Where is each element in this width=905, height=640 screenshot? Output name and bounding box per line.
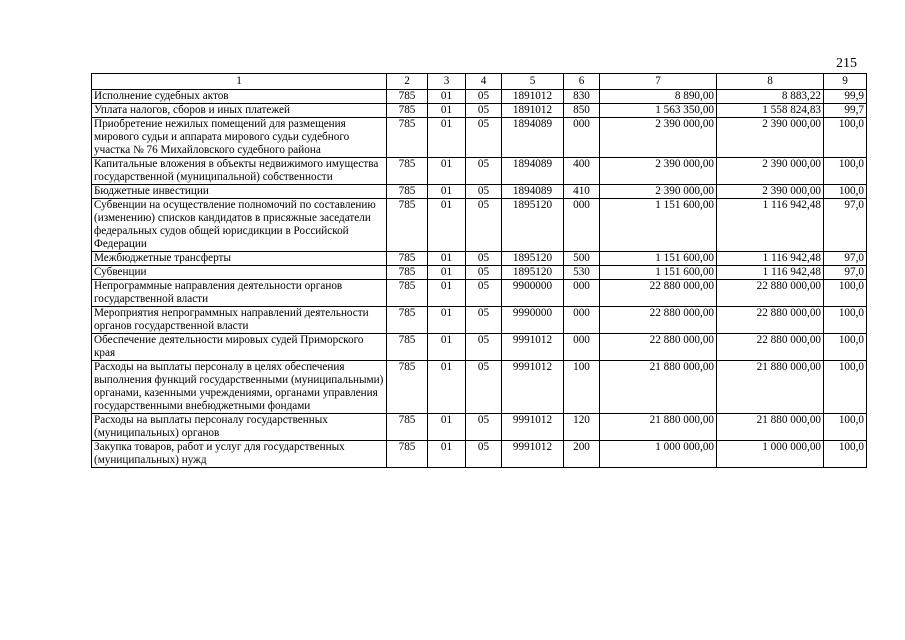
- cell-value-8: 22 880 000,00: [717, 334, 824, 361]
- cell-value-9: 100,0: [824, 118, 867, 158]
- cell-value-7: 1 151 600,00: [600, 266, 717, 280]
- cell-code-2: 785: [387, 185, 428, 199]
- cell-code-6: 100: [564, 361, 600, 414]
- column-header: 2: [387, 74, 428, 90]
- cell-value-8: 1 116 942,48: [717, 252, 824, 266]
- cell-code-6: 850: [564, 104, 600, 118]
- cell-code-5: 9900000: [502, 280, 564, 307]
- cell-value-9: 97,0: [824, 266, 867, 280]
- cell-name: Уплата налогов, сборов и иных платежей: [92, 104, 387, 118]
- cell-code-3: 01: [428, 414, 466, 441]
- cell-value-7: 22 880 000,00: [600, 334, 717, 361]
- cell-code-5: 9991012: [502, 414, 564, 441]
- table-row: [92, 104, 867, 118]
- table-row: [92, 280, 867, 307]
- cell-code-4: 05: [466, 361, 502, 414]
- cell-value-8: 1 116 942,48: [717, 266, 824, 280]
- cell-value-9: 100,0: [824, 334, 867, 361]
- cell-code-6: 000: [564, 280, 600, 307]
- column-header: 8: [717, 74, 824, 90]
- cell-value-8: 1 000 000,00: [717, 441, 824, 468]
- cell-code-2: 785: [387, 158, 428, 185]
- cell-value-8: 21 880 000,00: [717, 361, 824, 414]
- cell-code-6: 120: [564, 414, 600, 441]
- cell-name: Исполнение судебных актов: [92, 90, 387, 104]
- cell-value-7: 21 880 000,00: [600, 361, 717, 414]
- table-body: [92, 90, 867, 468]
- cell-code-3: 01: [428, 104, 466, 118]
- cell-value-8: 8 883,22: [717, 90, 824, 104]
- cell-value-8: 1 116 942,48: [717, 199, 824, 252]
- cell-name: Мероприятия непрограммных направлений деятельности органов государственной власти: [92, 307, 387, 334]
- cell-code-4: 05: [466, 280, 502, 307]
- cell-value-9: 100,0: [824, 280, 867, 307]
- cell-value-7: 22 880 000,00: [600, 280, 717, 307]
- cell-value-7: 21 880 000,00: [600, 414, 717, 441]
- cell-code-6: 830: [564, 90, 600, 104]
- column-header: 9: [824, 74, 867, 90]
- cell-code-4: 05: [466, 90, 502, 104]
- table-row: [92, 414, 867, 441]
- column-header: 3: [428, 74, 466, 90]
- cell-code-3: 01: [428, 441, 466, 468]
- table-row: [92, 158, 867, 185]
- cell-code-2: 785: [387, 266, 428, 280]
- cell-value-9: 100,0: [824, 414, 867, 441]
- cell-value-9: 100,0: [824, 185, 867, 199]
- cell-value-9: 99,9: [824, 90, 867, 104]
- cell-value-7: 2 390 000,00: [600, 158, 717, 185]
- cell-code-3: 01: [428, 199, 466, 252]
- cell-code-5: 9991012: [502, 361, 564, 414]
- cell-code-6: 500: [564, 252, 600, 266]
- column-header: 6: [564, 74, 600, 90]
- cell-code-4: 05: [466, 266, 502, 280]
- cell-code-4: 05: [466, 441, 502, 468]
- cell-value-7: 1 563 350,00: [600, 104, 717, 118]
- cell-value-9: 100,0: [824, 158, 867, 185]
- cell-code-2: 785: [387, 441, 428, 468]
- cell-code-6: 200: [564, 441, 600, 468]
- table-row: [92, 441, 867, 468]
- cell-code-2: 785: [387, 280, 428, 307]
- cell-code-3: 01: [428, 158, 466, 185]
- cell-value-9: 97,0: [824, 199, 867, 252]
- cell-code-4: 05: [466, 118, 502, 158]
- table-row: [92, 199, 867, 252]
- cell-code-3: 01: [428, 361, 466, 414]
- cell-code-2: 785: [387, 361, 428, 414]
- cell-name: Обеспечение деятельности мировых судей Приморского края: [92, 334, 387, 361]
- cell-code-4: 05: [466, 104, 502, 118]
- table-row: [92, 90, 867, 104]
- cell-code-5: 9990000: [502, 307, 564, 334]
- cell-code-2: 785: [387, 307, 428, 334]
- table-row: [92, 334, 867, 361]
- cell-code-2: 785: [387, 252, 428, 266]
- cell-code-4: 05: [466, 158, 502, 185]
- cell-code-3: 01: [428, 266, 466, 280]
- cell-code-6: 000: [564, 307, 600, 334]
- cell-name: Расходы на выплаты персоналу в целях обеспечения выполнения функций государственными (муниципальными) органами, казенными учреждениями, органами управления государственными внебюджетными фондами: [92, 361, 387, 414]
- cell-code-2: 785: [387, 90, 428, 104]
- table-row: [92, 185, 867, 199]
- table-row: [92, 118, 867, 158]
- cell-name: Субвенции на осуществление полномочий по составлению (изменению) списков кандидатов в присяжные заседатели федеральных судов общей юрисдикции в Российской Федерации: [92, 199, 387, 252]
- cell-value-7: 2 390 000,00: [600, 185, 717, 199]
- cell-code-5: 1895120: [502, 266, 564, 280]
- cell-value-9: 97,0: [824, 252, 867, 266]
- cell-code-3: 01: [428, 252, 466, 266]
- cell-code-5: 9991012: [502, 441, 564, 468]
- cell-name: Капитальные вложения в объекты недвижимого имущества государственной (муниципальной) собственности: [92, 158, 387, 185]
- cell-value-9: 100,0: [824, 441, 867, 468]
- cell-value-8: 22 880 000,00: [717, 307, 824, 334]
- cell-value-8: 2 390 000,00: [717, 158, 824, 185]
- cell-code-4: 05: [466, 414, 502, 441]
- cell-code-3: 01: [428, 307, 466, 334]
- cell-name: Бюджетные инвестиции: [92, 185, 387, 199]
- cell-value-8: 2 390 000,00: [717, 118, 824, 158]
- cell-code-5: 1894089: [502, 118, 564, 158]
- column-header: 4: [466, 74, 502, 90]
- cell-code-5: 1895120: [502, 252, 564, 266]
- cell-value-7: 8 890,00: [600, 90, 717, 104]
- cell-code-2: 785: [387, 118, 428, 158]
- cell-value-7: 2 390 000,00: [600, 118, 717, 158]
- table-row: [92, 266, 867, 280]
- column-header: 1: [92, 74, 387, 90]
- page-number: 215: [836, 56, 857, 71]
- cell-code-6: 000: [564, 118, 600, 158]
- cell-code-5: 1895120: [502, 199, 564, 252]
- cell-code-4: 05: [466, 252, 502, 266]
- cell-value-8: 21 880 000,00: [717, 414, 824, 441]
- budget-table: [91, 73, 867, 468]
- cell-value-7: 1 151 600,00: [600, 199, 717, 252]
- cell-value-7: 22 880 000,00: [600, 307, 717, 334]
- cell-code-6: 000: [564, 199, 600, 252]
- cell-code-2: 785: [387, 104, 428, 118]
- cell-name: Межбюджетные трансферты: [92, 252, 387, 266]
- cell-value-9: 100,0: [824, 361, 867, 414]
- cell-code-5: 1891012: [502, 104, 564, 118]
- cell-code-6: 000: [564, 334, 600, 361]
- cell-code-6: 400: [564, 158, 600, 185]
- cell-code-3: 01: [428, 280, 466, 307]
- cell-name: Субвенции: [92, 266, 387, 280]
- cell-code-2: 785: [387, 414, 428, 441]
- cell-code-3: 01: [428, 118, 466, 158]
- cell-code-3: 01: [428, 90, 466, 104]
- cell-value-9: 100,0: [824, 307, 867, 334]
- cell-code-5: 1894089: [502, 158, 564, 185]
- cell-value-8: 22 880 000,00: [717, 280, 824, 307]
- cell-code-6: 410: [564, 185, 600, 199]
- cell-name: Расходы на выплаты персоналу государственных (муниципальных) органов: [92, 414, 387, 441]
- cell-code-5: 1891012: [502, 90, 564, 104]
- cell-code-5: 9991012: [502, 334, 564, 361]
- cell-code-3: 01: [428, 185, 466, 199]
- cell-code-4: 05: [466, 307, 502, 334]
- cell-value-8: 1 558 824,83: [717, 104, 824, 118]
- table-row: [92, 307, 867, 334]
- cell-name: Приобретение нежилых помещений для размещения мирового судьи и аппарата мирового судьи судебного участка № 76 Михайловского судебного района: [92, 118, 387, 158]
- cell-name: Закупка товаров, работ и услуг для государственных (муниципальных) нужд: [92, 441, 387, 468]
- cell-value-7: 1 000 000,00: [600, 441, 717, 468]
- cell-code-4: 05: [466, 199, 502, 252]
- cell-name: Непрограммные направления деятельности органов государственной власти: [92, 280, 387, 307]
- header-row: [92, 74, 867, 90]
- table-row: [92, 361, 867, 414]
- column-header: 5: [502, 74, 564, 90]
- cell-code-4: 05: [466, 185, 502, 199]
- cell-code-3: 01: [428, 334, 466, 361]
- table-row: [92, 252, 867, 266]
- cell-code-2: 785: [387, 199, 428, 252]
- cell-value-9: 99,7: [824, 104, 867, 118]
- cell-code-6: 530: [564, 266, 600, 280]
- cell-code-5: 1894089: [502, 185, 564, 199]
- cell-value-7: 1 151 600,00: [600, 252, 717, 266]
- column-header: 7: [600, 74, 717, 90]
- cell-value-8: 2 390 000,00: [717, 185, 824, 199]
- cell-code-4: 05: [466, 334, 502, 361]
- cell-code-2: 785: [387, 334, 428, 361]
